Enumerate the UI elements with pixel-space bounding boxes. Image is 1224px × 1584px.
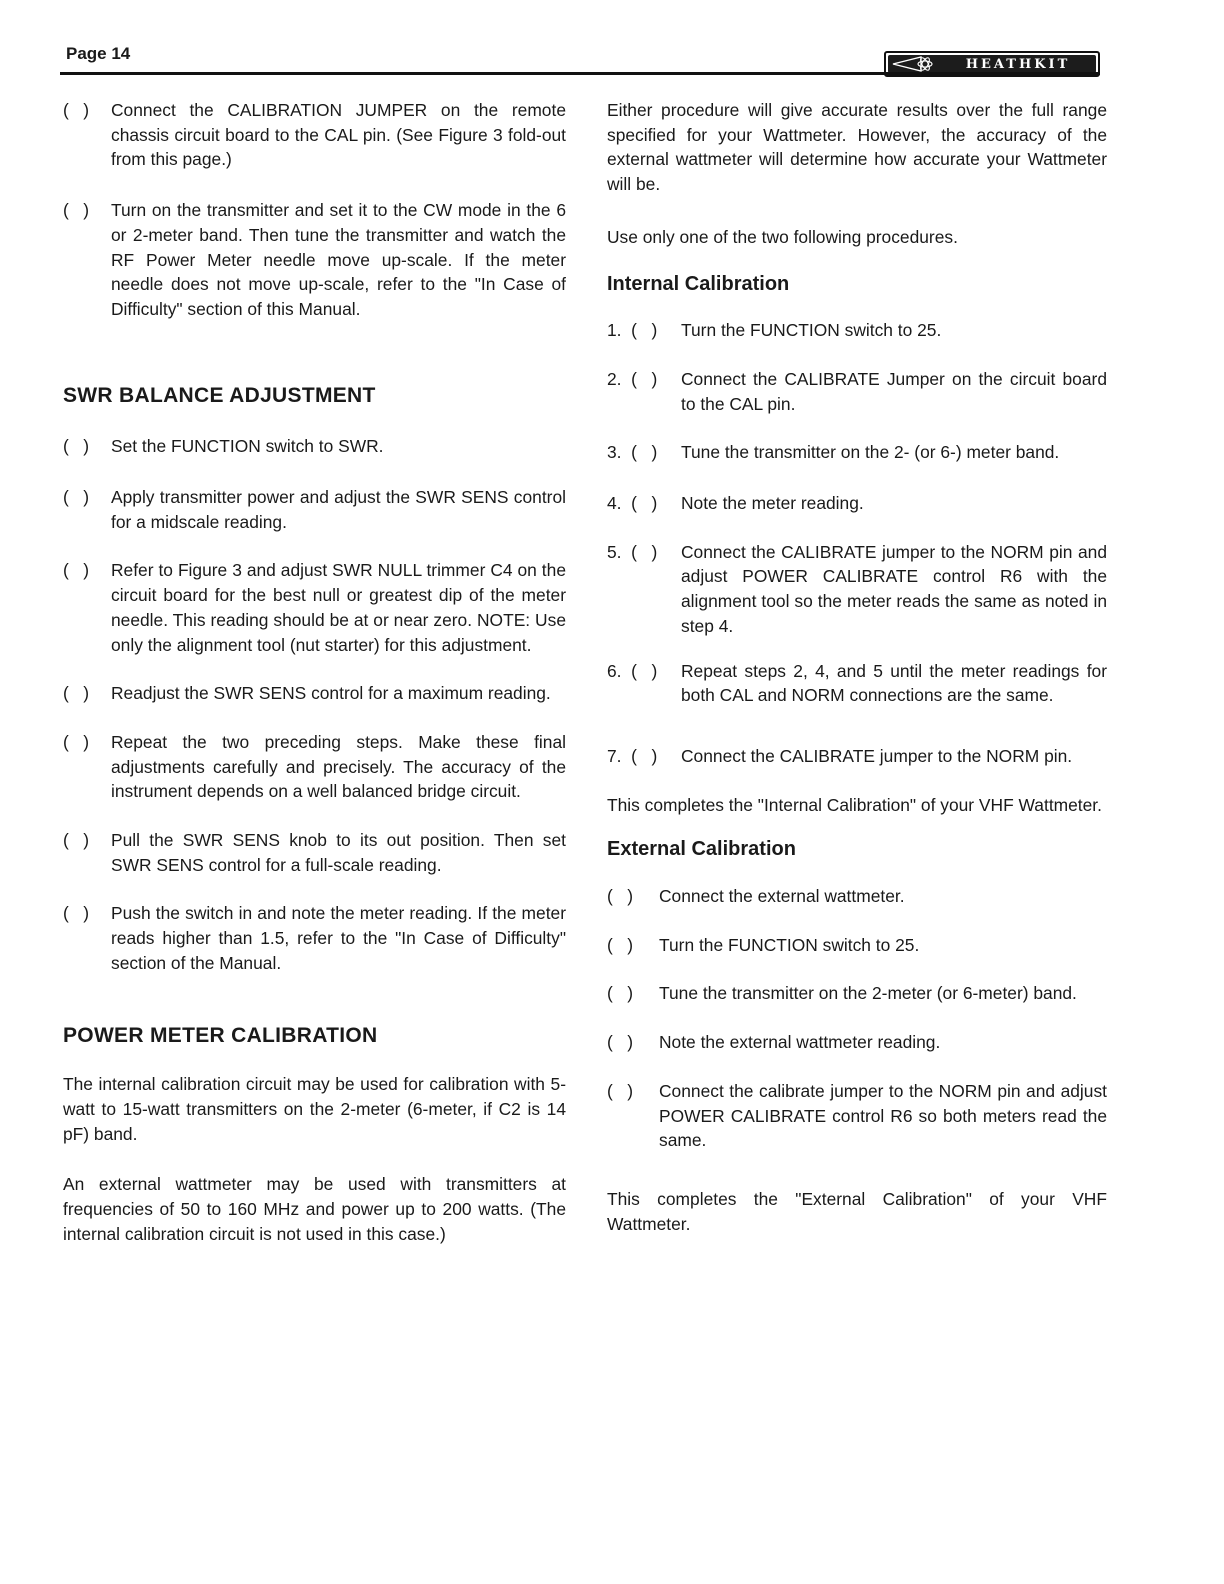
checkbox-marker[interactable]: ( ) <box>607 983 634 1004</box>
checkbox-marker[interactable]: ( ) <box>607 934 634 955</box>
step-marker[interactable]: 7. ( ) <box>607 745 658 766</box>
internal-calibration-heading: Internal Calibration <box>607 272 790 295</box>
checkbox-marker[interactable]: ( ) <box>607 886 634 907</box>
step-text: Connect the CALIBRATE jumper to the NORM pin and adjust POWER CALIBRATE control R6 with the alignment tool so the meter reads the same as noted in step 4. <box>681 541 1107 636</box>
step-marker[interactable]: 4. ( ) <box>607 493 658 514</box>
checklist-item <box>63 828 566 877</box>
step-text: Turn the FUNCTION switch to 25. <box>681 320 942 341</box>
step-text: Connect the CALIBRATE Jumper on the circuit board to the CAL pin. <box>681 368 1107 414</box>
checkbox-marker[interactable]: ( ) <box>63 683 90 704</box>
page-number: Page 14 <box>66 44 131 63</box>
checklist-item <box>63 198 566 322</box>
step-marker[interactable]: 3. ( ) <box>607 442 658 463</box>
checkbox-marker[interactable]: ( ) <box>63 903 90 924</box>
numbered-step <box>607 744 1107 769</box>
right-column <box>607 98 1107 1236</box>
item-text: Pull the SWR SENS knob to its out position. Then set SWR SENS control for a full-scale reading. <box>111 830 566 875</box>
item-text: Readjust the SWR SENS control for a maximum reading. <box>111 683 551 704</box>
external-calibration-heading: External Calibration <box>607 838 796 861</box>
paragraph: The internal calibration circuit may be used for calibration with 5-watt to 15-watt transmitters on the 2-meter (6-meter, if C2 is 14 pF) band. <box>63 1074 566 1144</box>
item-text: Turn on the transmitter and set it to the CW mode in the 6 or 2-meter band. Then tune the transmitter and watch the RF Power Meter needle move up-scale. If the meter needle does not move up-scale, refer to the "In Case of Difficulty" section of this Manual. <box>111 200 566 319</box>
paragraph: Use only one of the two following procedures. <box>607 226 958 247</box>
checklist-item <box>63 730 566 804</box>
item-text: Turn the FUNCTION switch to 25. <box>659 934 920 955</box>
checklist-item <box>63 485 566 534</box>
checkbox-marker[interactable]: ( ) <box>63 100 90 120</box>
item-text: Note the external wattmeter reading. <box>659 1032 941 1053</box>
checkbox-marker[interactable]: ( ) <box>63 487 90 508</box>
step-marker[interactable]: 1. ( ) <box>607 320 658 341</box>
step-text: Connect the CALIBRATE jumper to the NORM pin. <box>681 745 1073 766</box>
item-text: Set the FUNCTION switch to SWR. <box>111 436 384 457</box>
checkbox-marker[interactable]: ( ) <box>63 560 90 581</box>
checkbox-marker[interactable]: ( ) <box>63 731 90 752</box>
item-text: Push the switch in and note the meter reading. If the meter reads higher than 1.5, refer to the "In Case of Difficulty" section of the Manual. <box>111 903 566 973</box>
checklist-item <box>63 681 566 706</box>
checklist-item <box>63 434 566 459</box>
brand-name: HEATHKIT <box>965 56 1071 72</box>
external-completion-note: This completes the "External Calibration" of your VHF Wattmeter. <box>607 1188 1107 1234</box>
item-text: Tune the transmitter on the 2-meter (or 6-meter) band. <box>659 983 1077 1004</box>
numbered-step <box>607 491 1107 516</box>
numbered-step <box>607 318 1107 343</box>
numbered-step <box>607 440 1107 465</box>
item-text: Apply transmitter power and adjust the SWR SENS control for a midscale reading. <box>111 487 566 532</box>
checklist-item <box>607 981 1107 1006</box>
step-text: Tune the transmitter on the 2- (or 6-) meter band. <box>681 442 1060 463</box>
paragraph: An external wattmeter may be used with transmitters at frequencies of 50 to 160 MHz and power up to 200 watts. (The internal calibration circuit is not used in this case.) <box>63 1174 566 1244</box>
heathkit-emblem-icon <box>888 55 940 73</box>
step-marker[interactable]: 5. ( ) <box>607 541 658 562</box>
numbered-step <box>607 540 1107 639</box>
power-meter-calibration-heading: POWER METER CALIBRATION <box>63 1023 378 1047</box>
checklist-item <box>63 558 566 657</box>
checkbox-marker[interactable]: ( ) <box>607 1080 634 1101</box>
step-text: Repeat steps 2, 4, and 5 until the meter readings for both CAL and NORM connections are the same. <box>681 660 1107 706</box>
swr-balance-heading: SWR BALANCE ADJUSTMENT <box>63 383 376 407</box>
item-text: Connect the external wattmeter. <box>659 886 905 907</box>
step-text: Note the meter reading. <box>681 493 864 514</box>
item-text: Connect the CALIBRATION JUMPER on the remote chassis circuit board to the CAL pin. (See Figure 3 fold-out from this page.) <box>111 100 566 170</box>
checklist-item <box>607 884 1107 909</box>
item-text: Repeat the two preceding steps. Make these final adjustments carefully and precisely. The accuracy of the instrument depends on a well balanced bridge circuit. <box>111 731 566 802</box>
checkbox-marker[interactable]: ( ) <box>63 830 90 851</box>
item-text: Refer to Figure 3 and adjust SWR NULL trimmer C4 on the circuit board for the best null or greatest dip of the meter needle. This reading should be at or near zero. NOTE: Use only the alignment tool (nut starter) for this adjustment. <box>111 560 566 655</box>
left-column <box>63 98 566 1247</box>
checkbox-marker[interactable]: ( ) <box>607 1032 634 1053</box>
header-rule <box>60 72 1100 75</box>
checkbox-marker[interactable]: ( ) <box>63 436 90 457</box>
internal-completion-note: This completes the "Internal Calibration" of your VHF Wattmeter. <box>607 794 1102 815</box>
paragraph: Either procedure will give accurate results over the full range specified for your Wattmeter. However, the accuracy of the external wattmeter will determine how accurate your Wattmeter will be. <box>607 100 1107 195</box>
checklist-item <box>607 1079 1107 1153</box>
numbered-step <box>607 659 1107 708</box>
checklist-item <box>63 901 566 975</box>
checklist-item <box>63 98 566 172</box>
step-marker[interactable]: 6. ( ) <box>607 660 658 681</box>
checkbox-marker[interactable]: ( ) <box>63 200 90 221</box>
checklist-item <box>607 1030 1107 1055</box>
checklist-item <box>607 933 1107 958</box>
numbered-step <box>607 367 1107 416</box>
item-text: Connect the calibrate jumper to the NORM pin and adjust POWER CALIBRATE control R6 so both meters read the same. <box>659 1080 1107 1151</box>
step-marker[interactable]: 2. ( ) <box>607 368 658 389</box>
